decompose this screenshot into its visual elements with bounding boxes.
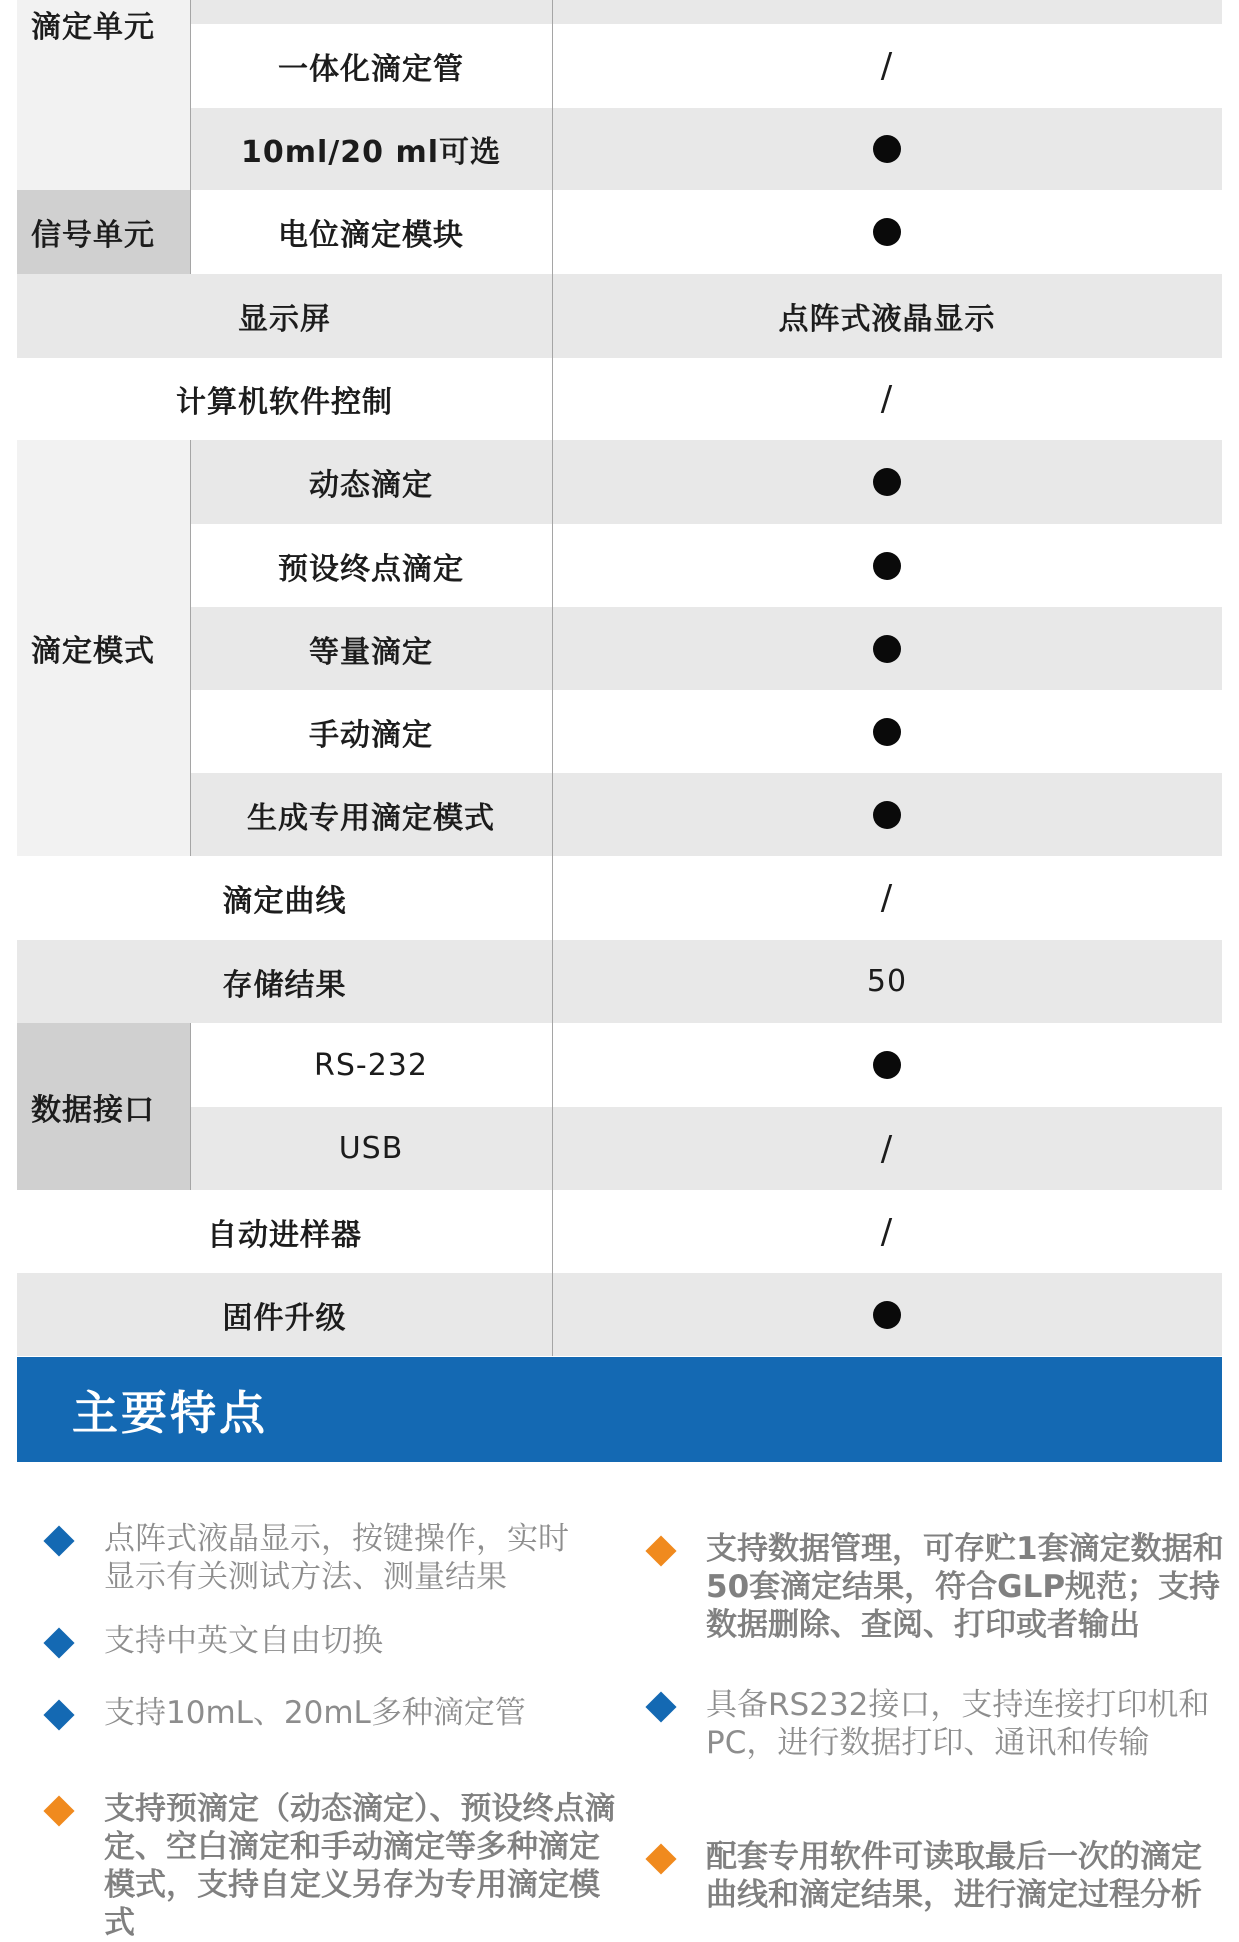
spec-row-cut	[190, 0, 1222, 24]
dot-icon	[873, 1051, 901, 1079]
feature-item	[48, 1790, 628, 1942]
dot-icon	[873, 1301, 901, 1329]
spec-value-custom-mode	[552, 773, 1222, 856]
diamond-bullet-icon	[645, 1843, 676, 1874]
diamond-bullet-icon	[43, 1795, 74, 1826]
diamond-bullet-icon	[645, 1535, 676, 1566]
spec-label-usb: USB	[190, 1107, 552, 1190]
group-label-signal-unit: 信号单元	[17, 190, 190, 274]
column-divider	[190, 0, 191, 190]
spec-value-text: /	[880, 379, 894, 419]
diamond-bullet-icon	[43, 1525, 74, 1556]
spec-value-autosampler	[552, 1190, 1222, 1273]
dot-icon	[873, 635, 901, 663]
spec-value-rs232	[552, 1023, 1222, 1107]
spec-table	[17, 0, 1222, 1356]
spec-label-storage: 存储结果	[17, 940, 552, 1023]
dot-icon	[873, 552, 901, 580]
feature-text: 配套专用软件可读取最后一次的滴定曲线和滴定结果，进行滴定过程分析	[706, 1839, 1202, 1913]
spec-label-burette: 一体化滴定管	[190, 24, 552, 108]
features-banner	[17, 1357, 1222, 1462]
features-title: 主要特点	[72, 1385, 268, 1440]
column-divider	[190, 190, 191, 274]
spec-value-text: /	[880, 1128, 894, 1169]
spec-label-manual: 手动滴定	[190, 690, 552, 773]
spec-value-text: /	[880, 878, 894, 918]
column-divider	[190, 1023, 191, 1190]
spec-label-pc-control: 计算机软件控制	[17, 358, 552, 440]
column-divider	[190, 440, 191, 856]
group-label-data-interface: 数据接口	[17, 1023, 190, 1190]
feature-item	[48, 1520, 588, 1596]
spec-value-display: 点阵式液晶显示	[552, 274, 1222, 358]
spec-label-volume: 10ml/20 ml可选	[190, 108, 552, 190]
spec-value-burette	[552, 24, 1222, 108]
spec-value-storage: 50	[552, 940, 1222, 1023]
spec-label-dynamic: 动态滴定	[190, 440, 552, 524]
feature-text: 支持预滴定（动态滴定）、预设终点滴定、空白滴定和手动滴定等多种滴定模式，支持自定义另存为专用滴定模式	[104, 1791, 616, 1941]
spec-label-equal: 等量滴定	[190, 607, 552, 690]
feature-item	[48, 1694, 588, 1732]
spec-value-usb	[552, 1107, 1222, 1190]
dot-icon	[873, 801, 901, 829]
feature-item	[650, 1530, 1230, 1644]
dot-icon	[873, 135, 901, 163]
feature-item	[650, 1686, 1210, 1762]
feature-item	[48, 1622, 588, 1660]
spec-value-potentiometric	[552, 190, 1222, 274]
column-divider	[552, 0, 553, 1356]
group-label-titration-unit: 滴定单元	[17, 0, 190, 190]
spec-label-custom-mode: 生成专用滴定模式	[190, 773, 552, 856]
spec-value-curve	[552, 856, 1222, 940]
spec-value-equal	[552, 607, 1222, 690]
spec-value-firmware	[552, 1273, 1222, 1356]
diamond-bullet-icon	[645, 1691, 676, 1722]
diamond-bullet-icon	[43, 1699, 74, 1730]
dot-icon	[873, 718, 901, 746]
spec-label-potentiometric: 电位滴定模块	[190, 190, 552, 274]
spec-label-display: 显示屏	[17, 274, 552, 358]
feature-item	[650, 1838, 1230, 1914]
spec-label-endpoint: 预设终点滴定	[190, 524, 552, 607]
feature-text: 支持中英文自由切换	[104, 1623, 383, 1659]
spec-value-text: /	[880, 1211, 894, 1252]
feature-text: 支持数据管理，可存贮1套滴定数据和50套滴定结果，符合GLP规范；支持数据删除、查阅、打印或者输出	[706, 1531, 1224, 1643]
spec-value-volume	[552, 108, 1222, 190]
dot-icon	[873, 218, 901, 246]
spec-label-curve: 滴定曲线	[17, 856, 552, 940]
group-label-titration-mode: 滴定模式	[17, 440, 190, 856]
spec-label-rs232: RS-232	[190, 1023, 552, 1107]
dot-icon	[873, 468, 901, 496]
feature-text: 支持10mL、20mL多种滴定管	[104, 1695, 526, 1731]
spec-value-manual	[552, 690, 1222, 773]
spec-value-endpoint	[552, 524, 1222, 607]
spec-label-autosampler: 自动进样器	[17, 1190, 552, 1273]
spec-value-pc-control	[552, 358, 1222, 440]
feature-text: 点阵式液晶显示，按键操作，实时显示有关测试方法、测量结果	[104, 1521, 569, 1595]
feature-text: 具备RS232接口，支持连接打印机和PC，进行数据打印、通讯和传输	[706, 1687, 1210, 1761]
spec-value-dynamic	[552, 440, 1222, 524]
diamond-bullet-icon	[43, 1627, 74, 1658]
spec-label-firmware: 固件升级	[17, 1273, 552, 1356]
spec-value-text: /	[880, 46, 894, 86]
